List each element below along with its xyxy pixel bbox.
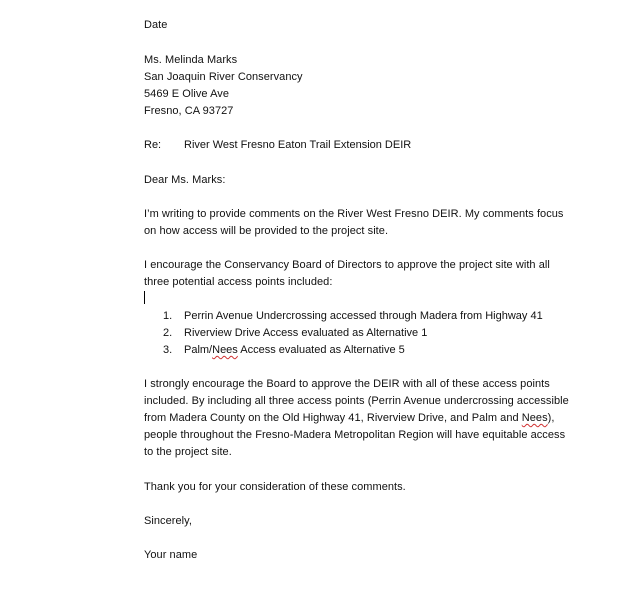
paragraph3-line5: to the project site.	[144, 446, 232, 458]
paragraph1-line1: I’m writing to provide comments on the River West Fresno DEIR. My comments focus	[144, 208, 564, 220]
recipient-city: Fresno, CA 93727	[144, 105, 234, 117]
recipient-street: 5469 E Olive Ave	[144, 88, 229, 100]
list-item-text: Perrin Avenue Undercrossing accessed through Madera from Highway 41	[184, 310, 543, 322]
salutation: Dear Ms. Marks:	[144, 174, 226, 186]
list-item-number: 1.	[163, 310, 173, 322]
re-subject: River West Fresno Eaton Trail Extension DEIR	[184, 139, 412, 151]
letter-date: Date	[144, 19, 168, 31]
list-item-text-post: Access evaluated as Alternative 5	[237, 344, 405, 356]
text-cursor	[144, 291, 145, 304]
list-item-text	[184, 343, 405, 357]
list-item-text-pre: Palm/	[184, 344, 213, 356]
signature-name: Your name	[144, 549, 198, 561]
paragraph3-line3-pre: from Madera County on the Old Highway 41, Riverview Drive, and Palm and	[144, 412, 522, 424]
paragraph1-line2: on how access will be provided to the project site.	[144, 225, 389, 237]
paragraph3-line4: people throughout the Fresno-Madera Metropolitan Region will have equitable access	[144, 429, 566, 441]
paragraph3-line1: I strongly encourage the Board to approve the DEIR with all of these access points	[144, 378, 550, 390]
spellcheck-flagged-word[interactable]: Nees	[212, 344, 238, 356]
re-label: Re:	[144, 139, 162, 151]
paragraph2-line2: three potential access points included:	[144, 276, 333, 288]
list-item-number: 3.	[163, 344, 173, 356]
spellcheck-flagged-word[interactable]: Nees	[521, 412, 548, 424]
signoff: Sincerely,	[144, 515, 192, 527]
paragraph3-line2: included. By including all three access points (Perrin Avenue undercrossing accessible	[144, 395, 569, 407]
paragraph2-line1: I encourage the Conservancy Board of Directors to approve the project site with all	[144, 259, 550, 271]
list-item-text: Riverview Drive Access evaluated as Alternative 1	[184, 327, 428, 339]
paragraph3-line3-post: ),	[547, 412, 555, 424]
closing-text: Thank you for your consideration of these comments.	[144, 481, 406, 493]
list-item-number: 2.	[163, 327, 173, 339]
recipient-name: Ms. Melinda Marks	[144, 54, 238, 66]
recipient-organization: San Joaquin River Conservancy	[144, 71, 303, 83]
paragraph3-line3	[144, 411, 554, 425]
